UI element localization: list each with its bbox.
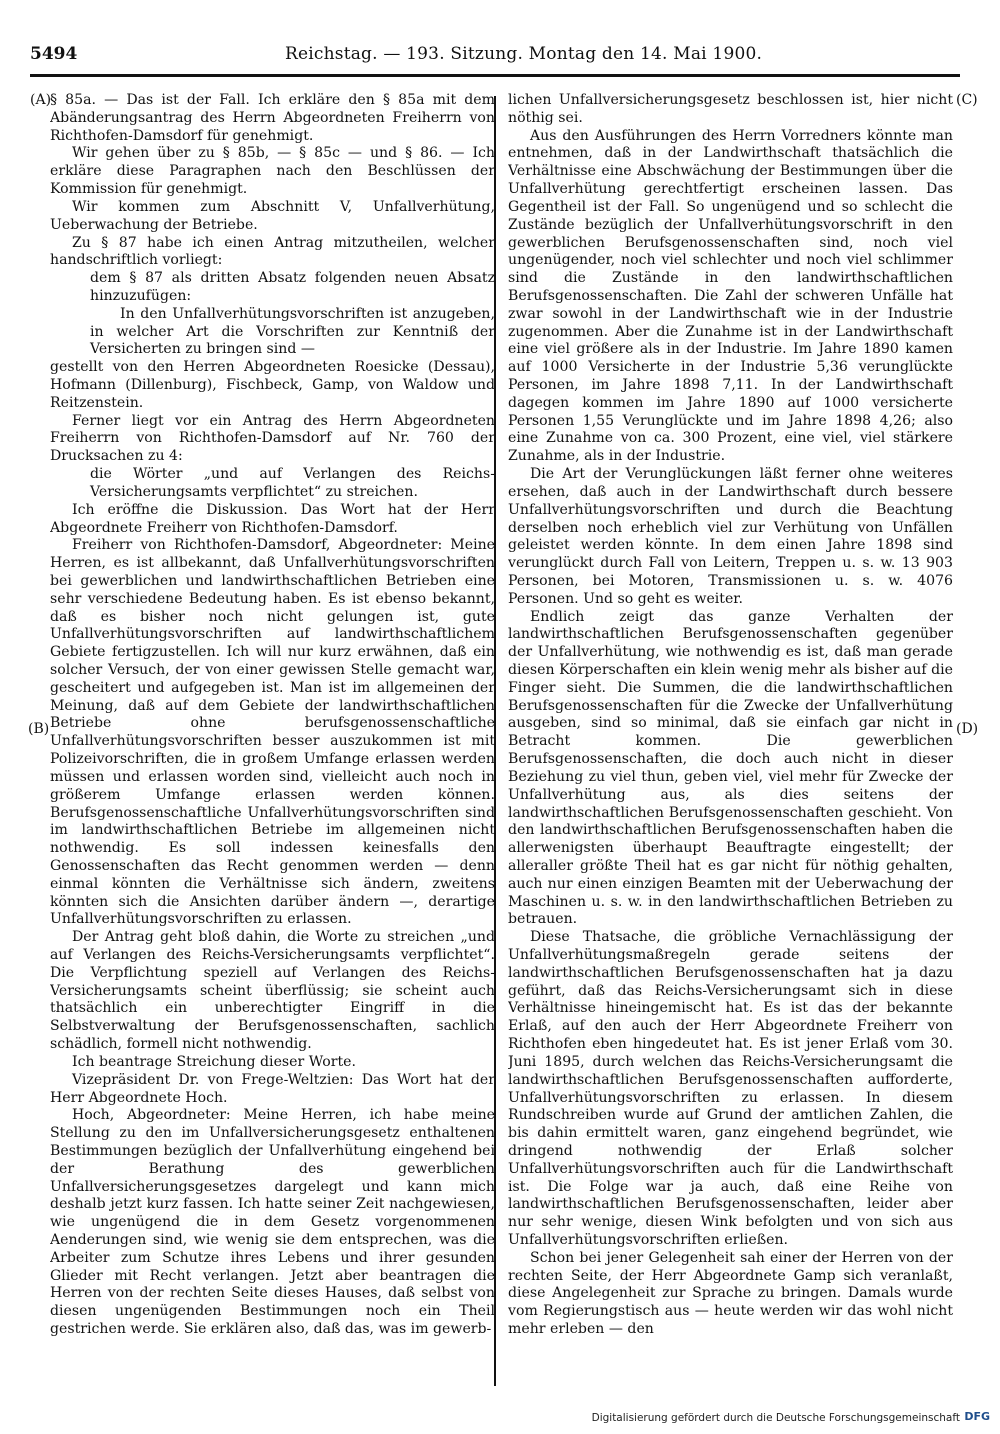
quoted-motion: die Wörter „und auf Verlangen des Reichs-Versicherungsamts verpflichtet“ zu streichen. — [90, 466, 495, 500]
column-divider — [494, 96, 496, 1386]
quoted-motion-text: In den Unfallverhütungsvorschriften ist anzugeben, in welcher Art die Vorschriften zur Kenntniß der Versicherten zu bringen sind — — [90, 305, 495, 358]
margin-letter-b: (B) — [28, 721, 50, 737]
running-title: Reichstag. — 193. Sitzung. Montag den 14. Mai 1900. — [285, 44, 763, 64]
paragraph: Schon bei jener Gelegenheit sah einer der Herren von der rechten Seite, der Herr Abgeordnete Gamp sich veranlaßt, diese Angelegenheit zur Sprache zu bringen. Damals wurde vom Regierungstisch aus — heute werden wir das wohl nicht mehr erleben — den — [508, 1249, 953, 1338]
speech-paragraph: Freiherr von Richthofen-Damsdorf, Abgeordneter: Meine Herren, es ist allbekannt, daß Unfallverhütungsvorschriften bei gewerblichen und landwirthschaftlichen Betrieben eine sehr verschiedene Bedeutung haben. Es ist ebenso bekannt, daß es bisher noch nicht gelungen ist, gute Unfallverhütungsvorschriften auf landwirthschaftlichem Gebiete fertigzustellen. Ich will nur kurz erwähnen, daß ein solcher Versuch, der von einer gewissen Stelle gemacht war, gescheitert und aufgegeben ist. Man ist im allgemeinen der Meinung, daß auf dem Gebiete der landwirthschaftlichen Betriebe ohne berufsgenossenschaftliche Unfallverhütungsvorschriften besser auszukommen ist mit Polizeivorschriften, die in großem Umfange erlassen werden müssen und erlassen worden sind, vielleicht auch noch in größerem Umfange erlassen werden können. Berufsgenossenschaftliche Unfallverhütungsvorschriften sind im landwirthschaftlichen Betriebe im allgemeinen nicht nothwendig. Es soll indessen keinesfalls den Genossenschaften das Recht genommen werden — denn einmal könnten die Verhältnisse sich ändern, zweitens könnten sich die Ansichten darüber ändern —, derartige Unfallverhütungsvorschriften zu erlassen. — [50, 537, 495, 928]
paragraph: Wir kommen zum Abschnitt V, Unfallverhütung, Ueberwachung der Betriebe. — [50, 198, 495, 233]
page-number: 5494 — [30, 44, 78, 64]
paragraph: Wir gehen über zu § 85b, — § 85c — und § 86. — Ich erkläre diese Paragraphen nach den Beschlüssen der Kommission für genehmigt. — [50, 145, 495, 198]
paragraph: Aus den Ausführungen des Herrn Vorredners könnte man entnehmen, daß in der Landwirthschaft thatsächlich die Verhältnisse eine Abschwächung der Bestimmungen über die Unfallverhütung gerechtfertigt erscheinen lassen. Das Gegentheil ist der Fall. So ungenügend und so schlecht die Zustände bezüglich der Unfallverhütungsvorschrift in den gewerblichen Berufsgenossenschaften sind, noch viel ungenügender, noch viel schlechter und noch viel schlimmer sind die Zustände in den landwirthschaftlichen Berufsgenossenschaften. Die Zahl der schweren Unfälle hat zwar sowohl in der Landwirthschaft wie in der Industrie zugenommen. Aber die Zunahme ist in der Landwirthschaft eine viel größere als in der Industrie. Im Jahre 1890 kamen auf 1000 Versicherte in der Industrie 5,36 verunglückte Personen, im Jahre 1898 7,11. In der Landwirthschaft dagegen kommen im Jahre 1890 auf 1000 versicherte Personen 1,55 Verunglückte und im Jahre 1898 4,26; also eine Zunahme von ca. 300 Prozent, eine viel, viel stärkere Zunahme, als in der Industrie. — [508, 127, 953, 465]
paragraph: Endlich zeigt das ganze Verhalten der landwirthschaftlichen Berufsgenossenschaften gegenüber der Unfallverhütung, wie nothwendig es ist, daß man gerade diesen Körperschaften ein klein wenig mehr als bisher auf die Finger sieht. Die Summen, die die landwirthschaftlichen Berufsgenossenschaften für die Zwecke der Unfallverhütung ausgeben, sind so minimal, daß sie einfach gar nicht in Betracht kommen. Die gewerblichen Berufsgenossenschaften, die doch auch nicht in dieser Beziehung zu viel thun, geben viel, viel mehr für Zwecke der Unfallverhütung aus, als dies seitens der landwirthschaftlichen Berufsgenossenschaften geschieht. Von den landwirthschaftlichen Berufsgenossenschaften haben die allerwenigsten überhaupt Beauftragte eingestellt; der alleraller größte Theil hat es gar nicht für nöthig gehalten, auch nur einen einzigen Beamten mit der Ueberwachung der Maschinen u. s. w. in den landwirthschaftlichen Betrieben zu betrauen. — [508, 608, 953, 928]
paragraph: Zu § 87 habe ich einen Antrag mitzutheilen, welcher handschriftlich vorliegt: — [50, 234, 495, 269]
paragraph: lichen Unfallversicherungsgesetz beschlossen ist, hier nicht nöthig sei. — [508, 92, 953, 126]
digitization-credit: Digitalisierung gefördert durch die Deutsche Forschungsgemeinschaft — [591, 1412, 960, 1424]
speech-paragraph: Hoch, Abgeordneter: Meine Herren, ich habe meine Stellung zu den im Unfallversicherungsgesetz enthaltenen Bestimmungen bezüglich der Unfallverhütung eingehend bei der Berathung des gewerblichen Unfallversicherungsgesetzes dargelegt und kann mich deshalb jetzt kurz fassen. Ich hatte seiner Zeit nachgewiesen, wie ungenügend die in dem Gesetz vorgenommenen Aenderungen sind, wie wenig sie dem entsprechen, was die Arbeiter zum Schutze ihres Lebens und ihrer gesunden Glieder mit Recht verlangen. Jetzt aber beantragen die Herren von der rechten Seite dieses Hauses, daß selbst von diesen ungenügenden Bestimmungen noch ein Theil gestrichen werde. Sie erklären also, daß das, was im gewerb- — [50, 1107, 495, 1338]
paragraph: Ferner liegt vor ein Antrag des Herrn Abgeordneten Freiherrn von Richthofen-Damsdorf auf Nr. 760 der Drucksachen zu 4: — [50, 412, 495, 465]
paragraph: Der Antrag geht bloß dahin, die Worte zu streichen „und auf Verlangen des Reichs-Versicherungsamts verpflichtet“. Die Verpflichtung speziell auf Verlangen des Reichs-Versicherungsamts scheint überflüssig; sie scheint auch thatsächlich ein unberechtigter Eingriff in die Selbstverwaltung der Berufsgenossenschaften, sachlich schädlich, formell nicht nothwendig. — [50, 929, 495, 1053]
quoted-motion: dem § 87 als dritten Absatz folgenden neuen Absatz hinzuzufügen: — [90, 270, 495, 304]
right-column — [508, 92, 953, 1384]
margin-letter-a: (A) — [30, 92, 52, 108]
margin-letter-d: (D) — [956, 721, 979, 737]
paragraph: Vizepräsident Dr. von Frege-Weltzien: Das Wort hat der Herr Abgeordnete Hoch. — [50, 1071, 495, 1106]
paragraph: Ich beantrage Streichung dieser Worte. — [72, 1053, 356, 1070]
header-rule — [30, 74, 960, 77]
paragraph: § 85a. — Das ist der Fall. Ich erkläre den § 85a mit dem Abänderungsantrag des Herrn Abgeordneten Freiherrn von Richthofen-Damsdorf für genehmigt. — [50, 92, 495, 144]
page-header — [30, 44, 960, 70]
paragraph: Ich eröffne die Diskussion. Das Wort hat der Herr Abgeordnete Freiherr von Richthofen-Damsdorf. — [50, 501, 495, 536]
dfg-logo-icon: DFG — [964, 1410, 990, 1423]
left-column — [50, 92, 495, 1384]
margin-letter-c: (C) — [956, 92, 978, 108]
paragraph: Die Art der Verunglückungen läßt ferner ohne weiteres ersehen, daß auch in der Landwirthschaft durch bessere Unfallverhütungsvorschriften und durch die Beachtung derselben noch erheblich viel zur Verhütung von Unfällen geleistet werden könnte. In dem einen Jahre 1898 sind verunglückt durch Fall von Leitern, Treppen u. s. w. 13 903 Personen, bei Motoren, Transmissionen u. s. w. 4076 Personen. Und so geht es weiter. — [508, 466, 953, 607]
paragraph: Diese Thatsache, die gröbliche Vernachlässigung der Unfallverhütungsmaßregeln gerade seitens der landwirthschaftlichen Berufsgenossenschaften hat ja dazu geführt, daß das Reichs-Versicherungsamt sich in diese Verhältnisse hineingemischt hat. Es ist das der bekannte Erlaß, auf den auch der Herr Abgeordnete Freiherr von Richthofen eben hingedeutet hat. Es ist jener Erlaß vom 30. Juni 1895, durch welchen das Reichs-Versicherungsamt die landwirthschaftlichen Berufsgenossenschaften aufforderte, Unfallverhütungsvorschriften zu erlassen. In diesem Rundschreiben wurde auf Grund der amtlichen Zahlen, die bis dahin ermittelt waren, ganz eingehend begründet, wie dringend nothwendig der Erlaß solcher Unfallverhütungsvorschriften auch für die Landwirthschaft ist. Die Folge war ja auch, daß eine Reihe von landwirthschaftlichen Berufsgenossenschaften, leider aber nur sehr wenige, diesen Wink befolgten und von sich aus Unfallverhütungsvorschriften erließen. — [508, 929, 953, 1248]
paragraph: gestellt von den Herren Abgeordneten Roesicke (Dessau), Hofmann (Dillenburg), Fischbeck, Gamp, von Waldow und Reitzenstein. — [50, 359, 495, 411]
